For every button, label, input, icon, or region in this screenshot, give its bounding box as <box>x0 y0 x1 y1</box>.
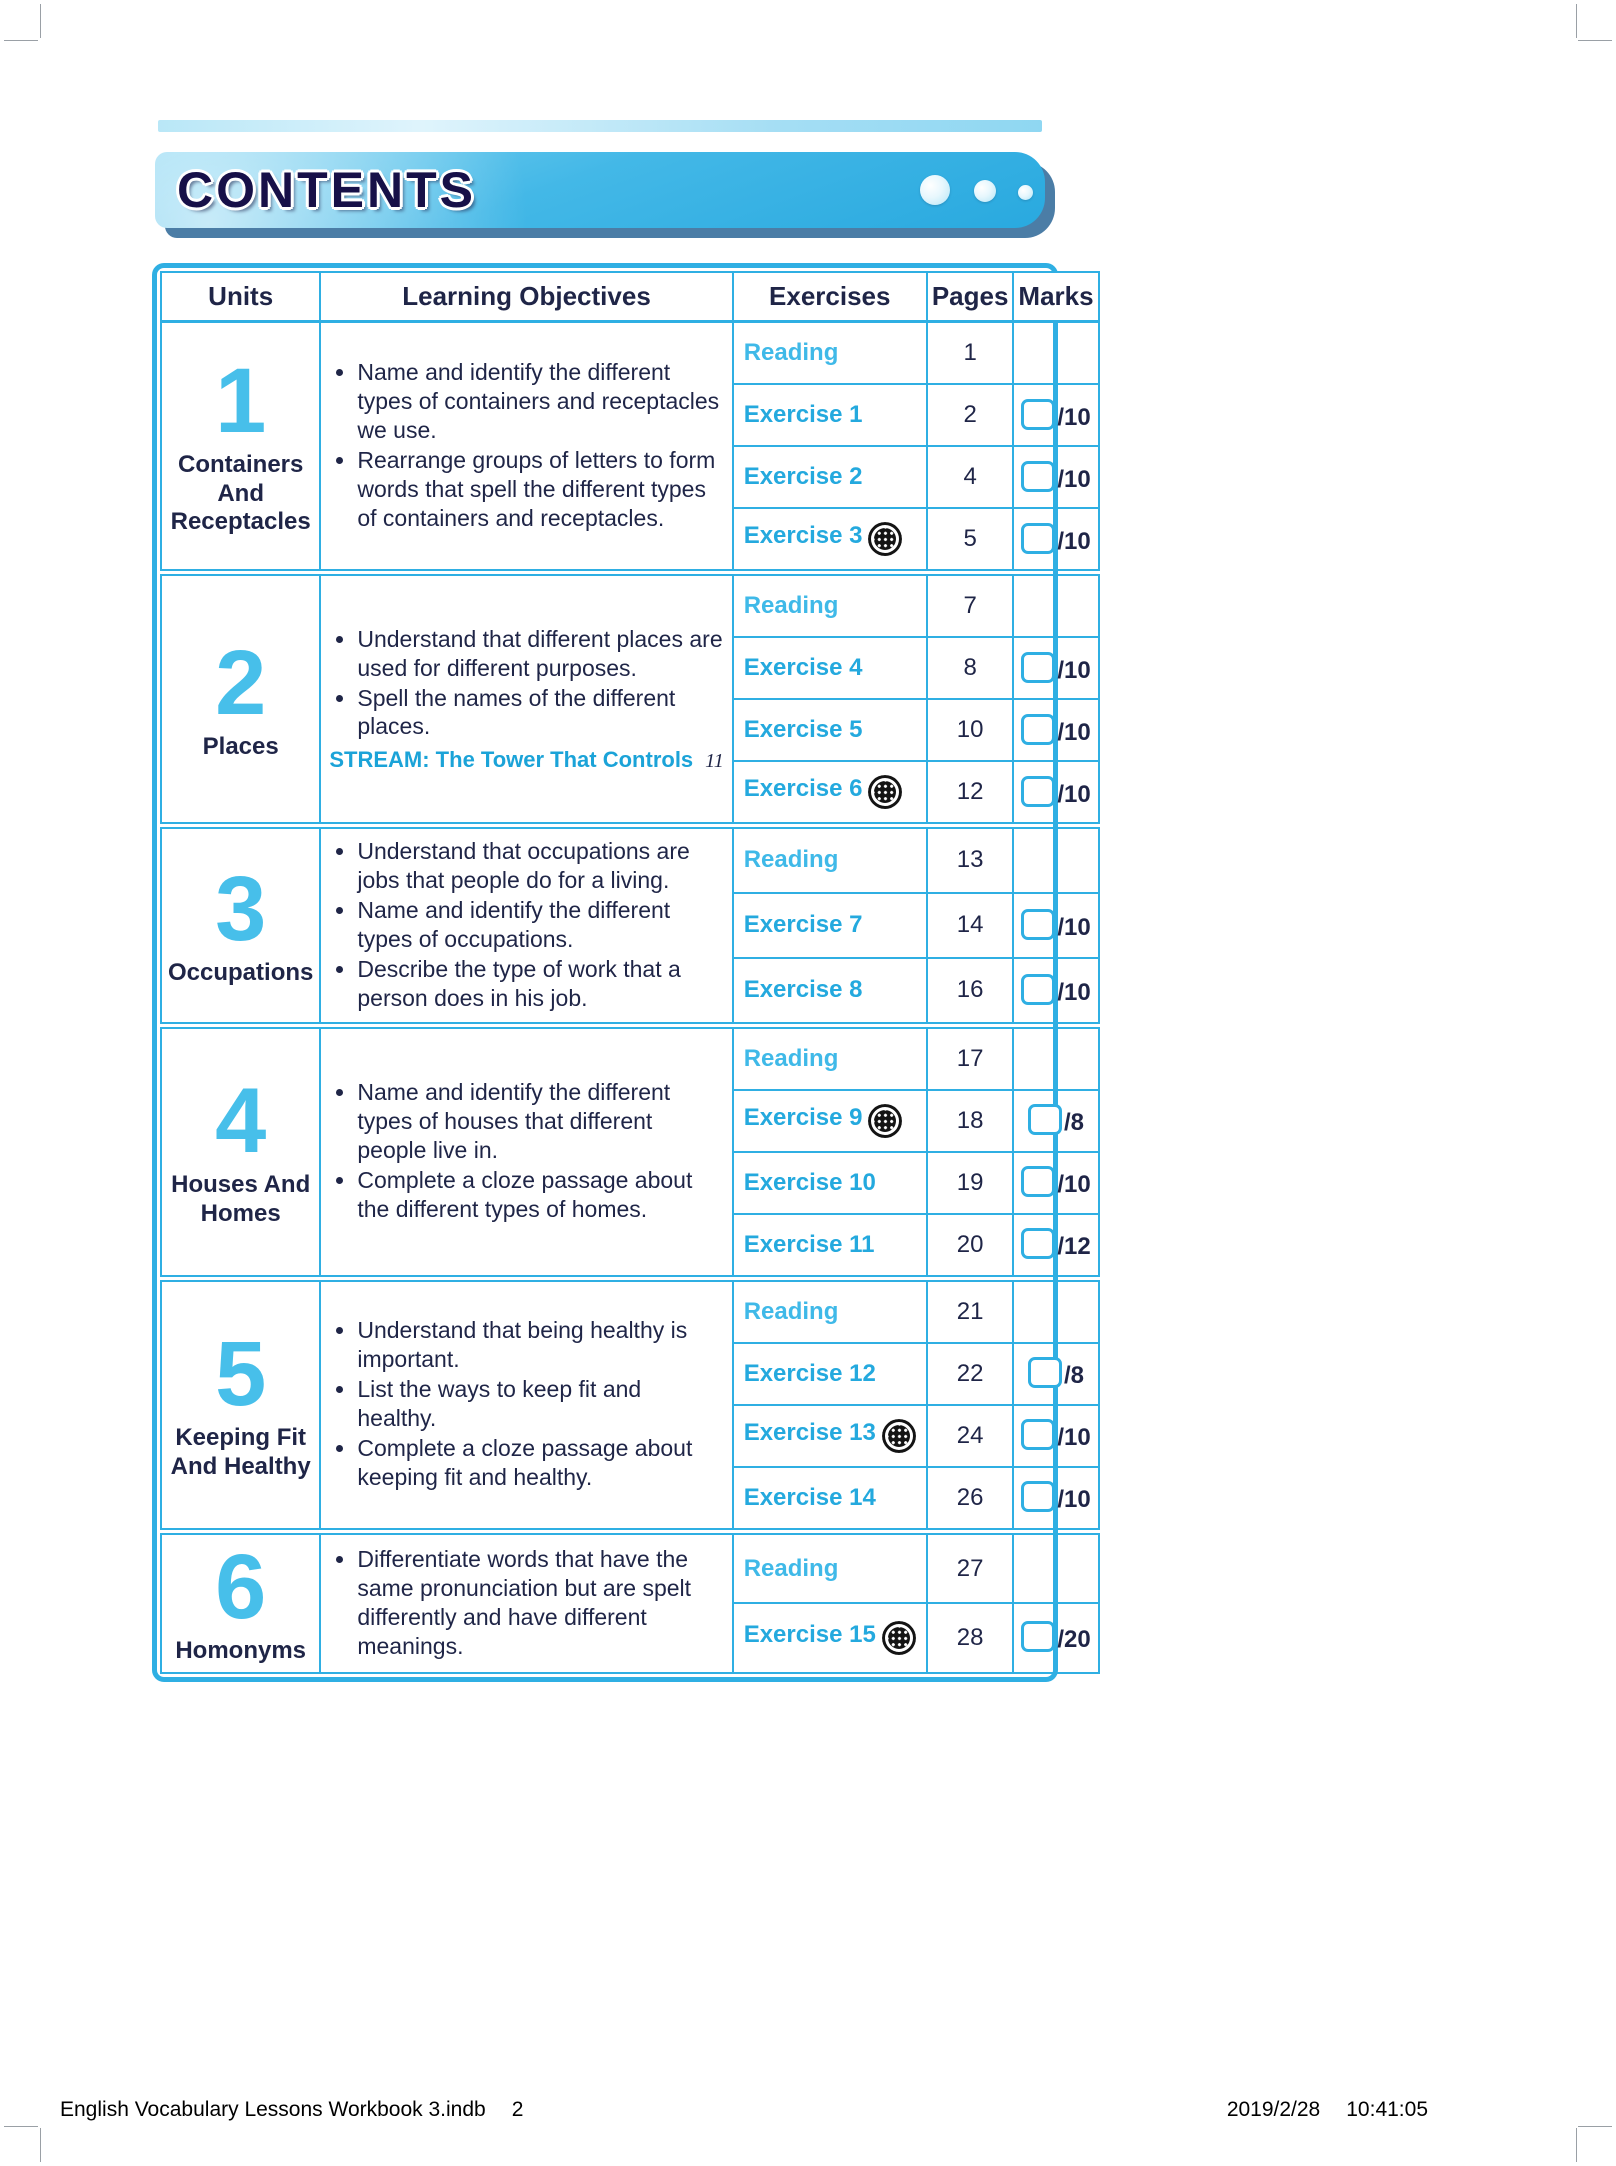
objectives-list <box>325 1316 723 1492</box>
marks-total: /10 <box>1057 1486 1091 1514</box>
marks-cell <box>1013 1531 1098 1603</box>
marks-total: /8 <box>1063 1362 1084 1390</box>
marks-cell <box>1013 1278 1098 1343</box>
page-number: 7 <box>927 573 1014 638</box>
marks-cell <box>1013 384 1098 446</box>
page-title: CONTENTS <box>177 162 476 218</box>
reading-entry: Reading <box>743 1554 839 1582</box>
table-row <box>161 1278 1099 1343</box>
column-header-units: Units <box>161 272 320 322</box>
unit-number: 4 <box>215 1070 267 1173</box>
stream-feature <box>329 747 723 773</box>
exercise-entry: Exercise 9 <box>743 1104 863 1132</box>
marks-cell <box>1013 322 1098 385</box>
banner-background <box>155 152 1045 228</box>
objective-item: • Name and identify the different types of containers and receptacles we use. <box>357 358 723 445</box>
stream-label: STREAM: The Tower That Controls <box>329 747 694 773</box>
score-box <box>1021 714 1055 745</box>
page-number: 10 <box>927 699 1014 761</box>
score-box <box>1021 523 1055 554</box>
crop-mark <box>4 2126 38 2127</box>
marks-cell <box>1013 1467 1098 1532</box>
exercise-entry: Exercise 4 <box>743 654 863 681</box>
score-box <box>1021 1166 1055 1197</box>
score-box <box>1021 974 1055 1005</box>
page-number: 26 <box>927 1467 1014 1532</box>
marks-cell <box>1013 761 1098 826</box>
crop-mark <box>1578 2126 1612 2127</box>
score-box <box>1021 909 1055 940</box>
contents-banner <box>155 152 1045 228</box>
marks-cell <box>1013 1152 1098 1214</box>
dotted-ball-icon <box>882 1419 916 1453</box>
objective-item: • Complete a cloze passage about the different types of homes. <box>357 1166 723 1224</box>
page-number: 2 <box>927 384 1014 446</box>
crop-mark <box>1576 4 1577 38</box>
unit-number: 5 <box>215 1323 267 1426</box>
marks-total: /10 <box>1057 465 1091 493</box>
marks-total: /10 <box>1057 656 1091 684</box>
crop-mark <box>1576 2128 1577 2162</box>
marks-cell <box>1013 1214 1098 1279</box>
exercise-entry: Exercise 15 <box>743 1621 876 1649</box>
footer-left <box>60 2098 523 2122</box>
unit-cell <box>161 826 320 1026</box>
objective-item: • Describe the type of work that a person does in his job. <box>357 955 723 1013</box>
objective-item: • Name and identify the different types of occupations. <box>357 896 723 954</box>
marks-cell <box>1013 699 1098 761</box>
marks-cell <box>1013 637 1098 699</box>
objective-item: • Rearrange groups of letters to form words that spell the different types of containers and receptacles. <box>357 446 723 533</box>
stream-page-number: 11 <box>705 750 724 773</box>
footer-date: 2019/2/28 <box>1226 2098 1321 2121</box>
marks-cell <box>1013 893 1098 958</box>
crop-mark <box>40 4 41 38</box>
score-box <box>1021 1621 1055 1652</box>
footer-time: 10:41:05 <box>1346 2098 1428 2121</box>
objectives-list <box>325 1545 723 1661</box>
score-box <box>1021 652 1055 683</box>
marks-total: /10 <box>1057 403 1091 431</box>
dotted-ball-icon <box>882 1621 916 1655</box>
column-header-marks: Marks <box>1013 272 1098 322</box>
page-number: 1 <box>927 322 1014 385</box>
marks-total: /8 <box>1063 1109 1084 1137</box>
reading-entry: Reading <box>743 339 839 366</box>
table-row <box>161 1025 1099 1090</box>
objectives-cell <box>320 1278 732 1531</box>
decorative-strip <box>158 120 1042 132</box>
exercise-entry: Exercise 7 <box>743 911 863 939</box>
unit-cell <box>161 1531 320 1672</box>
crop-mark <box>1578 40 1612 41</box>
page-number: 8 <box>927 637 1014 699</box>
exercise-entry: Exercise 11 <box>743 1230 875 1258</box>
unit-name: Keeping Fit And Healthy <box>170 1424 311 1480</box>
page-number: 19 <box>927 1152 1014 1214</box>
objectives-list <box>325 1078 723 1224</box>
marks-cell <box>1013 573 1098 638</box>
marks-total: /10 <box>1057 780 1091 808</box>
exercise-entry: Exercise 3 <box>743 522 863 550</box>
table-row <box>161 1531 1099 1603</box>
page-number: 14 <box>927 893 1014 958</box>
exercise-entry: Exercise 1 <box>743 401 863 428</box>
marks-total: /10 <box>1057 1171 1091 1199</box>
page-number: 24 <box>927 1405 1014 1467</box>
exercise-entry: Exercise 5 <box>743 716 863 743</box>
table-row <box>161 322 1099 385</box>
unit-name: Occupations <box>168 959 314 986</box>
score-box <box>1021 461 1055 492</box>
unit-name: Places <box>202 732 279 760</box>
crop-mark <box>40 2128 41 2162</box>
objectives-list <box>325 625 723 742</box>
marks-total: /10 <box>1057 718 1091 746</box>
objective-item: • Understand that different places are used for different purposes. <box>357 625 723 683</box>
marks-cell <box>1013 826 1098 893</box>
reading-entry: Reading <box>743 1044 839 1072</box>
footer-filename: English Vocabulary Lessons Workbook 3.indb <box>60 2098 486 2121</box>
objective-item: • Differentiate words that have the same pronunciation but are spelt differently and have different meanings. <box>357 1545 723 1661</box>
page-number: 16 <box>927 958 1014 1025</box>
exercise-entry: Exercise 8 <box>743 976 863 1004</box>
exercise-entry: Exercise 14 <box>743 1483 876 1511</box>
unit-name: Homonyms <box>175 1636 307 1664</box>
page-number: 4 <box>927 446 1014 508</box>
page-number: 13 <box>927 826 1014 893</box>
score-box <box>1021 776 1055 807</box>
page-number: 17 <box>927 1025 1014 1090</box>
footer-page-number: 2 <box>511 2098 524 2121</box>
unit-number: 6 <box>215 1535 267 1638</box>
unit-cell <box>161 1025 320 1278</box>
objective-item: • Name and identify the different types of houses that different people live in. <box>357 1078 723 1165</box>
exercise-entry: Exercise 10 <box>743 1168 876 1196</box>
objective-item: • Spell the names of the different places. <box>357 684 723 742</box>
page-number: 18 <box>927 1090 1014 1152</box>
marks-total: /10 <box>1057 978 1091 1006</box>
contents-table <box>152 263 1094 1682</box>
header-row <box>161 272 1099 322</box>
print-footer <box>60 2098 1428 2122</box>
reading-entry: Reading <box>743 592 839 619</box>
unit-number: 2 <box>215 631 267 734</box>
exercise-entry: Exercise 12 <box>743 1359 876 1387</box>
exercise-entry: Exercise 13 <box>743 1419 876 1447</box>
objectives-list <box>325 358 723 533</box>
table-row <box>161 573 1099 638</box>
page-number: 20 <box>927 1214 1014 1279</box>
marks-total: /20 <box>1057 1626 1091 1654</box>
score-box <box>1028 1104 1062 1135</box>
column-header-pages: Pages <box>927 272 1014 322</box>
reading-entry: Reading <box>743 846 839 874</box>
objectives-list <box>325 837 723 1013</box>
dotted-ball-icon <box>868 1104 902 1138</box>
reading-entry: Reading <box>743 1297 839 1325</box>
table-row <box>161 826 1099 893</box>
marks-cell <box>1013 1343 1098 1405</box>
unit-name: Houses And Homes <box>171 1171 311 1227</box>
marks-cell <box>1013 958 1098 1025</box>
unit-number: 1 <box>215 349 267 452</box>
marks-total: /10 <box>1057 913 1091 941</box>
page-number: 22 <box>927 1343 1014 1405</box>
marks-cell <box>1013 1405 1098 1467</box>
marks-cell <box>1013 1090 1098 1152</box>
marks-cell <box>1013 1025 1098 1090</box>
marks-total: /12 <box>1057 1233 1091 1261</box>
objectives-cell <box>320 1531 732 1672</box>
score-box <box>1028 1357 1062 1388</box>
marks-cell <box>1013 508 1098 573</box>
page-number: 5 <box>927 508 1014 573</box>
decor-circle-icon <box>974 180 996 202</box>
marks-total: /10 <box>1057 1424 1091 1452</box>
exercise-entry: Exercise 6 <box>743 775 863 803</box>
objectives-cell <box>320 826 732 1026</box>
decor-circle-icon <box>920 175 950 205</box>
page-number: 12 <box>927 761 1014 826</box>
unit-cell <box>161 1278 320 1531</box>
page-number: 27 <box>927 1531 1014 1603</box>
marks-cell <box>1013 446 1098 508</box>
unit-number: 3 <box>215 858 267 960</box>
dotted-ball-icon <box>868 522 902 556</box>
marks-cell <box>1013 1603 1098 1672</box>
unit-cell <box>161 573 320 826</box>
column-header-objectives: Learning Objectives <box>320 272 732 322</box>
unit-name: Containers And Receptacles <box>170 450 311 536</box>
dotted-ball-icon <box>868 775 902 809</box>
column-header-exercises: Exercises <box>733 272 927 322</box>
objective-item: • List the ways to keep fit and healthy. <box>357 1375 723 1433</box>
crop-mark <box>4 40 38 41</box>
score-box <box>1021 1228 1055 1259</box>
unit-cell <box>161 322 320 573</box>
page-number: 28 <box>927 1603 1014 1672</box>
objective-item: • Understand that being healthy is important. <box>357 1316 723 1374</box>
exercise-entry: Exercise 2 <box>743 463 863 490</box>
objectives-cell <box>320 322 732 573</box>
objective-item: • Complete a cloze passage about keeping fit and healthy. <box>357 1434 723 1492</box>
objective-item: • Understand that occupations are jobs that people do for a living. <box>357 837 723 895</box>
score-box <box>1021 1419 1055 1450</box>
objectives-cell <box>320 573 732 826</box>
score-box <box>1021 399 1055 430</box>
marks-total: /10 <box>1057 527 1091 555</box>
page-number: 21 <box>927 1278 1014 1343</box>
decor-circle-icon <box>1018 185 1033 200</box>
objectives-cell <box>320 1025 732 1278</box>
footer-right <box>1227 2098 1428 2122</box>
score-box <box>1021 1481 1055 1512</box>
